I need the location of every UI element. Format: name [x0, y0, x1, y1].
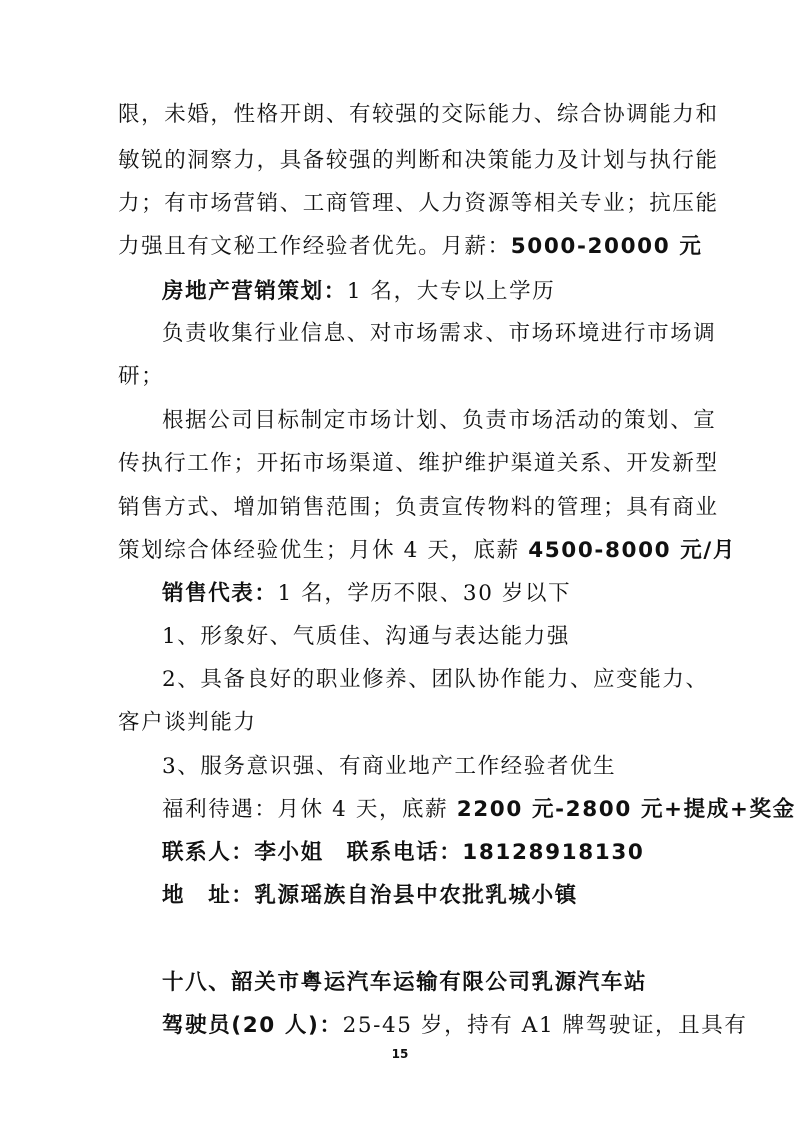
text-line: 2、具备良好的职业修养、团队协作能力、应变能力、: [162, 667, 709, 692]
salary-amount: 5000-20000 元: [510, 234, 703, 259]
text-line: 1、形象好、气质佳、沟通与表达能力强: [162, 624, 570, 649]
job-heading-driver: [162, 1011, 748, 1041]
text-line: 敏锐的洞察力，具备较强的判断和决策能力及计划与执行能: [118, 148, 719, 173]
text-line: 限，未婚，性格开朗、有较强的交际能力、综合协调能力和: [118, 102, 719, 127]
text-line: [162, 795, 796, 825]
job-heading-marketing: [162, 277, 732, 307]
address-line: 地 址：乳源瑶族自治县中农批乳城小镇: [162, 883, 578, 908]
text-line: 客户谈判能力: [118, 710, 257, 735]
job-requirement: 1 名，大专以上学历: [346, 279, 556, 304]
text-line: 根据公司目标制定市场计划、负责市场活动的策划、宣: [162, 408, 717, 433]
text-line: 力；有市场营销、工商管理、人力资源等相关专业；抗压能: [118, 191, 719, 216]
job-heading-sales: [162, 579, 732, 609]
salary-amount: 2200 元-2800 元+提成+奖金: [456, 797, 796, 822]
text-line: 销售方式、增加销售范围；负责宣传物料的管理；具有商业: [118, 495, 719, 520]
text-line: 3、服务意识强、有商业地产工作经验者优生: [162, 754, 617, 779]
contact-line: 联系人：李小姐 联系电话：18128918130: [162, 840, 645, 865]
text-line: [118, 232, 703, 262]
job-requirement: 1 名，学历不限、30 岁以下: [277, 581, 572, 606]
text-segment: 福利待遇：月休 4 天，底薪: [162, 797, 457, 822]
text-segment: 策划综合体经验优生；月休 4 天，底薪: [118, 538, 529, 563]
text-segment: 力强且有文秘工作经验者优先。月薪：: [118, 234, 511, 259]
job-title: 销售代表：: [162, 581, 278, 606]
job-requirement: 25-45 岁，持有 A1 牌驾驶证，且具有: [342, 1013, 748, 1038]
salary-amount: 4500-8000 元/月: [528, 538, 736, 563]
text-line: 传执行工作；开拓市场渠道、维护维护渠道关系、开发新型: [118, 451, 719, 476]
job-title: 房地产营销策划：: [162, 279, 347, 304]
page-number: 15: [391, 1047, 409, 1061]
section-heading: 十八、韶关市粤运汽车运输有限公司乳源汽车站: [162, 970, 648, 995]
job-title: 驾驶员(20 人)：: [162, 1013, 343, 1038]
text-line: 负责收集行业信息、对市场需求、市场环境进行市场调: [162, 321, 717, 346]
text-line: [118, 536, 736, 566]
text-line: 研；: [118, 364, 165, 389]
